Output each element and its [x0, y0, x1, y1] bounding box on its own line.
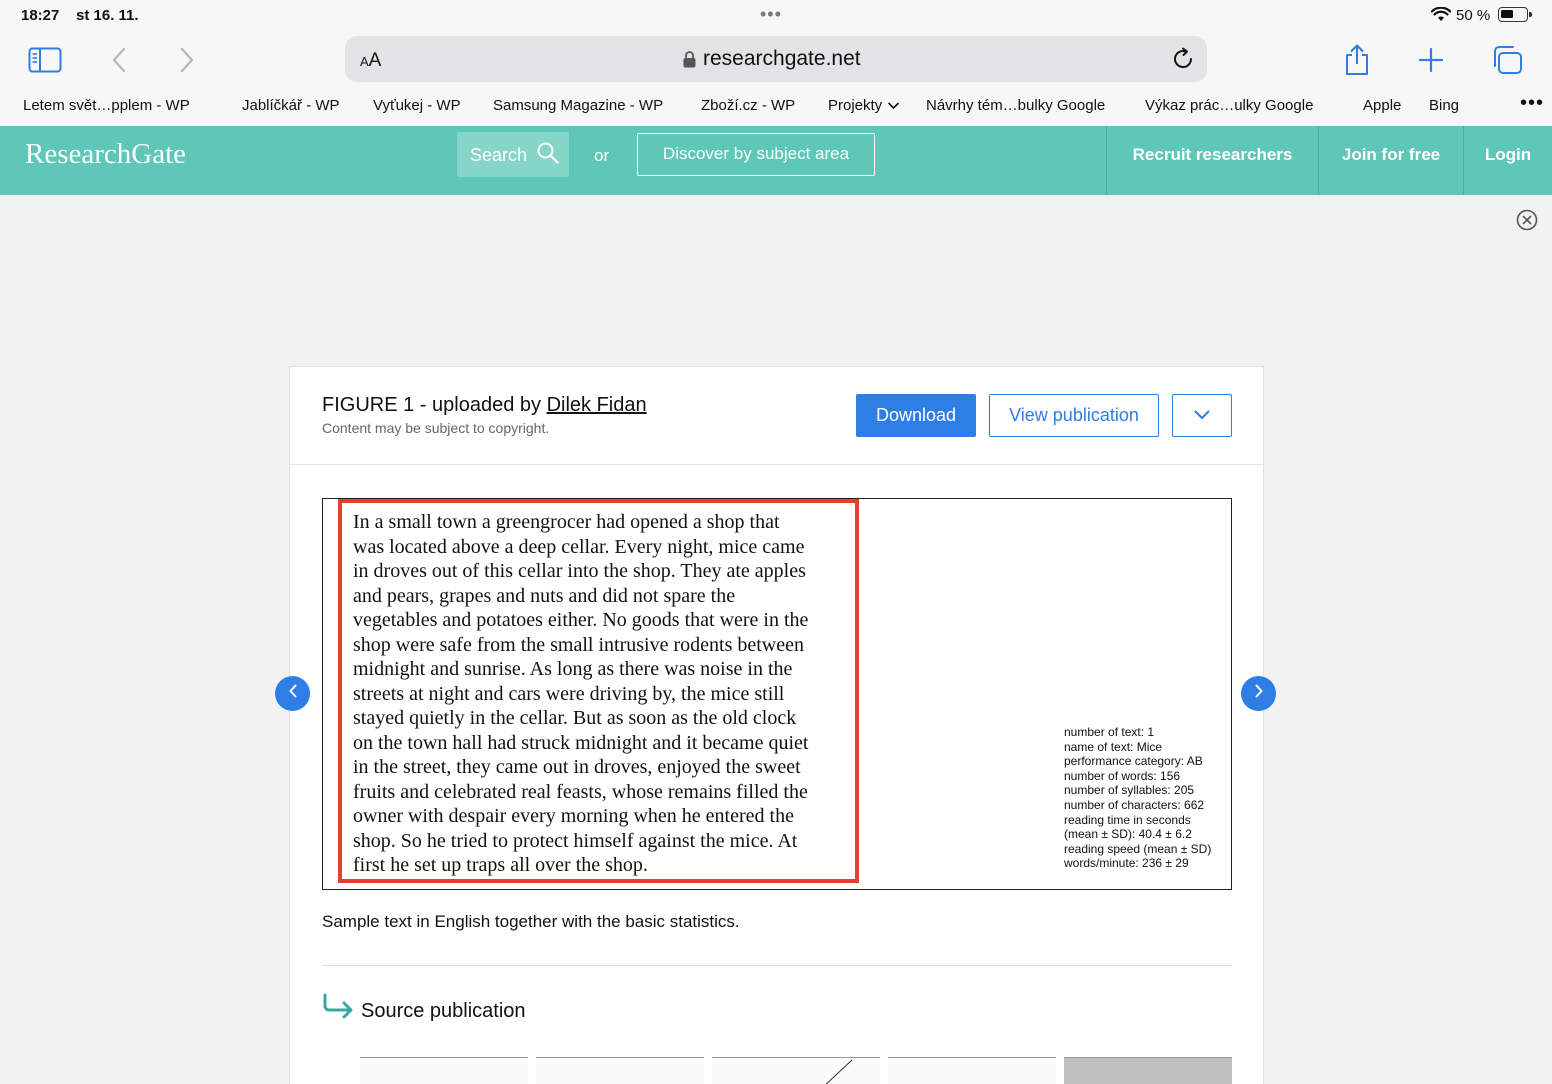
- close-ad-icon[interactable]: [1516, 209, 1538, 236]
- share-icon[interactable]: [1340, 44, 1374, 76]
- discover-by-subject-button[interactable]: Discover by subject area: [637, 133, 875, 176]
- source-arrow-icon: [322, 993, 356, 1024]
- sample-text-line: midnight and sunrise. As long as there was noise in the: [353, 658, 793, 680]
- bookmark-item[interactable]: Zboží.cz - WP: [701, 97, 796, 114]
- statistic-line: number of syllables: 205: [1064, 783, 1195, 798]
- address-bar[interactable]: [345, 36, 1207, 82]
- url-domain: researchgate.net: [703, 47, 861, 70]
- source-thumbnail[interactable]: [888, 1057, 1056, 1084]
- source-publication-title: Source publication: [361, 1000, 526, 1022]
- bookmark-item[interactable]: Letem svět…pplem - WP: [23, 97, 190, 114]
- statistic-line: number of text: 1: [1064, 725, 1155, 739]
- bookmark-item[interactable]: Jablíčkář - WP: [242, 97, 340, 114]
- statistic-line: name of text: Mice: [1064, 739, 1163, 754]
- figure-caption: Sample text in English together with the basic statistics.: [322, 912, 740, 931]
- view-publication-button[interactable]: View publication: [989, 394, 1159, 437]
- statistic-line: reading time in seconds: [1064, 812, 1191, 827]
- statistic-line: words/minute: 236 ± 29: [1064, 856, 1189, 871]
- sample-text-line: on the town hall had struck midnight and it became quiet: [353, 731, 809, 754]
- figure-title-prefix: FIGURE 1 - uploaded by: [322, 394, 547, 416]
- figure-title: [322, 394, 647, 417]
- sample-text-line: streets at night and cars were driving by, the mice still: [353, 682, 785, 705]
- sample-text-line: in the street, they came out in droves, enjoyed the sweet: [353, 756, 801, 778]
- login-link[interactable]: Login: [1463, 126, 1552, 195]
- search-label: Search: [470, 145, 528, 165]
- sample-text-line: first he set up traps all over the shop.: [353, 854, 648, 876]
- sample-text-line: fruits and celebrated real feasts, whose remains filled the: [353, 780, 808, 803]
- sample-text-line: shop were safe from the small intrusive rodents between: [353, 633, 804, 656]
- bookmark-item[interactable]: Vyťukej - WP: [373, 97, 461, 114]
- figure-card: [289, 366, 1264, 1084]
- multitasking-dots-icon[interactable]: •••: [760, 4, 782, 24]
- researchgate-logo[interactable]: ResearchGate: [25, 138, 187, 170]
- sidebar-icon[interactable]: [28, 44, 62, 76]
- search-button[interactable]: [457, 132, 569, 177]
- bookmark-item[interactable]: Samsung Magazine - WP: [493, 97, 664, 114]
- bookmark-folder-projekty[interactable]: [828, 97, 899, 114]
- or-label: or: [594, 146, 610, 165]
- bookmark-item[interactable]: Výkaz prác…ulky Google: [1145, 97, 1314, 114]
- sample-text-line: was located above a deep cellar. Every night, mice came: [353, 535, 805, 558]
- source-thumbnails: [360, 1057, 1232, 1084]
- next-figure-button[interactable]: [1241, 676, 1276, 711]
- status-date: st 16. 11.: [76, 7, 139, 24]
- search-icon: [537, 142, 559, 169]
- sample-text-line: owner with despair every morning when he entered the: [353, 805, 794, 827]
- author-link[interactable]: Dilek Fidan: [546, 394, 647, 416]
- previous-figure-button[interactable]: [275, 676, 310, 711]
- recruit-researchers-link[interactable]: Recruit researchers: [1106, 126, 1318, 195]
- sample-text-line: shop. So he tried to protect himself against the mice. At: [353, 829, 798, 852]
- divider: [322, 965, 1232, 966]
- statistic-line: reading speed (mean ± SD): [1064, 841, 1212, 856]
- reload-icon[interactable]: [1171, 47, 1195, 76]
- new-tab-icon[interactable]: [1414, 44, 1448, 76]
- chevron-down-icon: [1194, 407, 1210, 425]
- forward-icon[interactable]: [170, 44, 204, 76]
- text-size-button[interactable]: AA: [360, 50, 382, 71]
- sample-text-line: and pears, grapes and nuts and did not spare the: [353, 584, 736, 607]
- tabs-icon[interactable]: [1490, 44, 1524, 76]
- back-icon[interactable]: [102, 44, 136, 76]
- status-bar: [0, 0, 1552, 30]
- battery-percentage: 50 %: [1456, 7, 1491, 24]
- download-button[interactable]: Download: [856, 394, 976, 437]
- source-thumbnail[interactable]: [536, 1057, 704, 1084]
- sample-text-line: In a small town a greengrocer had opened a shop that: [353, 511, 780, 533]
- chevron-down-icon: [888, 97, 899, 114]
- status-time: 18:27: [21, 7, 60, 24]
- more-options-button[interactable]: [1172, 394, 1232, 437]
- statistic-line: number of words: 156: [1064, 768, 1181, 783]
- statistic-line: performance category: AB: [1064, 754, 1203, 769]
- sample-text-line: stayed quietly in the cellar. But as soon as the old clock: [353, 707, 797, 729]
- join-for-free-link[interactable]: Join for free: [1318, 126, 1463, 195]
- chevron-right-icon: [1254, 684, 1264, 703]
- chevron-left-icon: [288, 684, 298, 703]
- sample-text-box: [338, 499, 859, 883]
- bookmark-item[interactable]: Apple: [1363, 97, 1402, 114]
- bookmark-item[interactable]: Návrhy tém…bulky Google: [926, 97, 1106, 114]
- sample-text-line: in droves out of this cellar into the shop. They ate apples: [353, 560, 806, 582]
- figure-image[interactable]: [322, 498, 1232, 890]
- statistic-line: number of characters: 662: [1064, 797, 1205, 812]
- battery-icon: [1498, 7, 1528, 22]
- bookmark-folder-label: Projekty: [828, 97, 883, 114]
- bookmarks-bar: [0, 90, 1552, 126]
- more-bookmarks-icon[interactable]: •••: [1520, 92, 1545, 114]
- figure-card-header: [290, 367, 1263, 465]
- lock-icon: [683, 51, 696, 73]
- source-thumbnail[interactable]: [360, 1057, 528, 1084]
- copyright-note: Content may be subject to copyright.: [322, 420, 550, 436]
- wifi-icon: [1431, 7, 1451, 26]
- statistic-line: (mean ± SD): 40.4 ± 6.2: [1064, 827, 1192, 842]
- text-statistics: [1064, 725, 1211, 871]
- source-thumbnail[interactable]: [712, 1057, 880, 1084]
- bookmark-item[interactable]: Bing: [1429, 97, 1460, 114]
- researchgate-header: [0, 126, 1552, 195]
- source-thumbnail[interactable]: [1064, 1057, 1232, 1084]
- sample-text-line: vegetables and potatoes either. No goods that were in the: [353, 609, 809, 631]
- browser-toolbar: [0, 30, 1552, 90]
